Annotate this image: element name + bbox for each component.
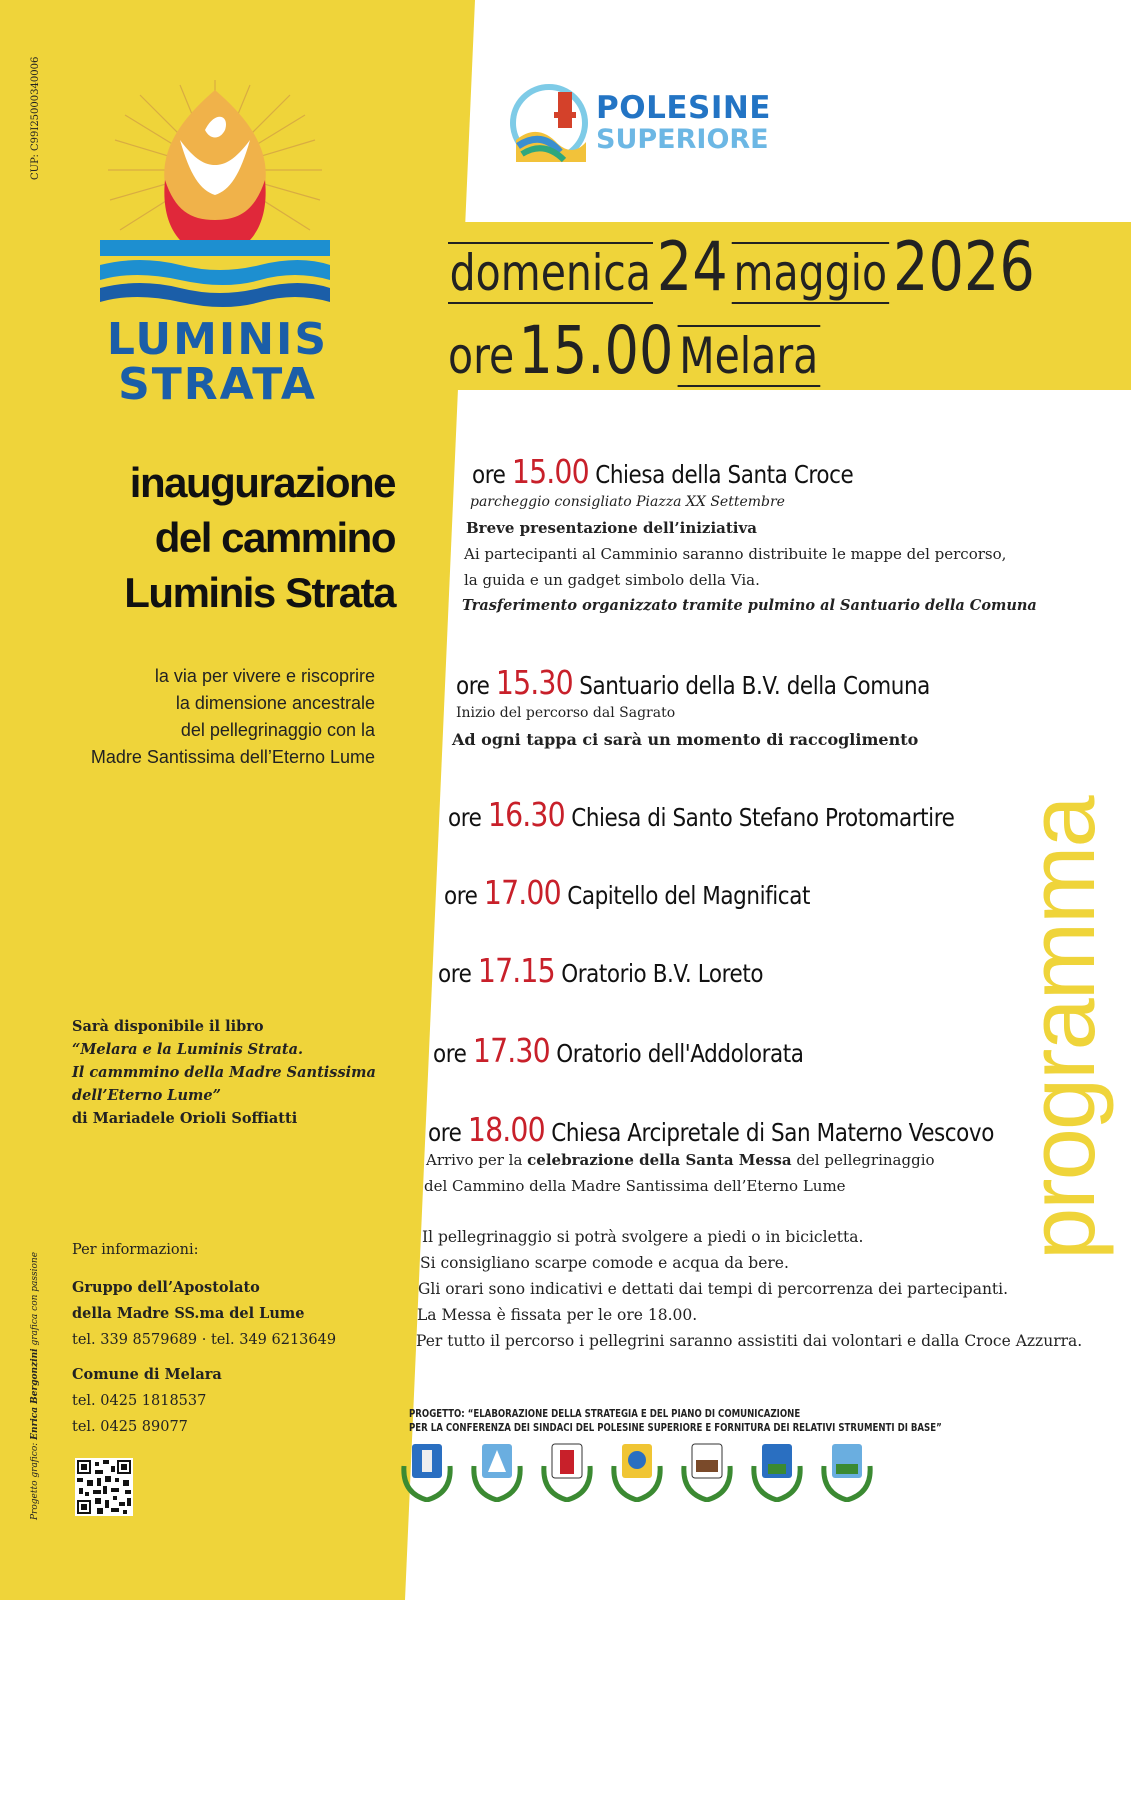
- p2-text: Inizio del percorso dal Sagrato: [456, 705, 676, 721]
- date-year: 2026: [892, 228, 1035, 307]
- main-title: inaugurazione del cammino Luminis Strata: [124, 459, 395, 616]
- crest-6-icon: [750, 1438, 804, 1502]
- cup-code: CUP: C99I25000340006: [30, 56, 41, 180]
- p1-bold: Breve presentazione dell’iniziativa: [466, 519, 757, 537]
- p7-line1: Arrivo per la celebrazione della Santa Messa del pellegrinaggio: [426, 1151, 935, 1169]
- program-entry-4: ore 17.00 Capitello del Magnificat: [444, 873, 810, 912]
- luminis-strata-logo-icon: [80, 70, 350, 340]
- notes: Il pellegrinaggio si potrà svolgere a piedi o in bicicletta. Si consigliano scarpe comode e acqua da bere. Gli orari sono indicativi e dettati dai tempi di percorrenza dei partecipanti. La Messa è fissata per le ore 18.00. Per tutto il percorso i pellegrini saranno assistiti dai volontari e dalla Croce Azzurra.: [416, 1228, 1083, 1350]
- qr-code-icon: [75, 1458, 133, 1516]
- crest-2-icon: [470, 1438, 524, 1502]
- program-entry-6: ore 17.30 Oratorio dell'Addolorata: [433, 1031, 804, 1070]
- date-month: maggio: [733, 244, 888, 302]
- info-block: Per informazioni: Gruppo dell’Apostolato della Madre SS.ma del Lume tel. 339 8579689 · tel. 349 6213649 Comune di Melara tel. 0425 1818537 tel. 0425 89077: [72, 1242, 337, 1435]
- p7-line2: del Cammino della Madre Santissima dell’Eterno Lume: [424, 1177, 846, 1195]
- date-day-name: domenica: [449, 244, 651, 302]
- crest-3-icon: [540, 1438, 594, 1502]
- crest-1-icon: [400, 1438, 454, 1502]
- time-place: Melara: [679, 327, 819, 385]
- programma-label: programma: [1009, 797, 1114, 1260]
- time-line: [448, 312, 820, 389]
- project-note: PROGETTO: “ELABORAZIONE DELLA STRATEGIA E DEL PIANO DI COMUNICAZIONE PER LA CONFERENZA DEI SINDACI DEL POLESINE SUPERIORE E FORNITURA DEI RELATIVI STRUMENTI DI BASE”: [409, 1407, 942, 1434]
- program-entry-2: ore 15.30 Santuario della B.V. della Comuna: [456, 663, 930, 702]
- p2-bold: Ad ogni tappa ci sarà un momento di raccoglimento: [452, 730, 919, 749]
- luminis-logo-text: LUMINIS STRATA: [106, 314, 329, 410]
- p1-text2: la guida e un gadget simbolo della Via.: [464, 571, 760, 589]
- subtitle: la via per vivere e riscoprire la dimensione ancestrale del pellegrinaggio con la Madre Santissima dell’Eterno Lume: [90, 666, 375, 767]
- p1-parking: parcheggio consigliato Piazza XX Settembre: [470, 494, 785, 510]
- program-entry-5: ore 17.15 Oratorio B.V. Loreto: [438, 951, 764, 990]
- p1-text1: Ai partecipanti al Camminio saranno distribuite le mappe del percorso,: [464, 545, 1007, 563]
- p1-transfer: Trasferimento organizzato tramite pulmino al Santuario della Comuna: [462, 597, 1037, 614]
- time-value: 15.00: [518, 312, 674, 389]
- polesine-superiore-logo-icon: [508, 82, 590, 164]
- crest-4-icon: [610, 1438, 664, 1502]
- book-note: Sarà disponibile il libro “Melara e la Luminis Strata. Il cammmino della Madre Santissima dell’Eterno Lume” di Mariadele Orioli Soffiatti: [72, 1018, 376, 1127]
- program-entry-7: ore 18.00 Chiesa Arcipretale di San Materno Vescovo: [428, 1110, 994, 1149]
- date-line: [448, 228, 1035, 307]
- crest-7-icon: [820, 1438, 874, 1502]
- design-credit: Progetto grafico: Enrica Bergonzini grafica con passione: [30, 1251, 40, 1520]
- program-entry-3: ore 16.30 Chiesa di Santo Stefano Protomartire: [448, 795, 955, 834]
- crest-5-icon: [680, 1438, 734, 1502]
- program-entry-1: ore 15.00 Chiesa della Santa Croce: [472, 452, 854, 491]
- polesine-superiore-text: POLESINE SUPERIORE: [596, 90, 771, 155]
- municipal-crests: [400, 1438, 870, 1528]
- time-ore: ore: [448, 327, 515, 385]
- date-day: 24: [656, 228, 728, 307]
